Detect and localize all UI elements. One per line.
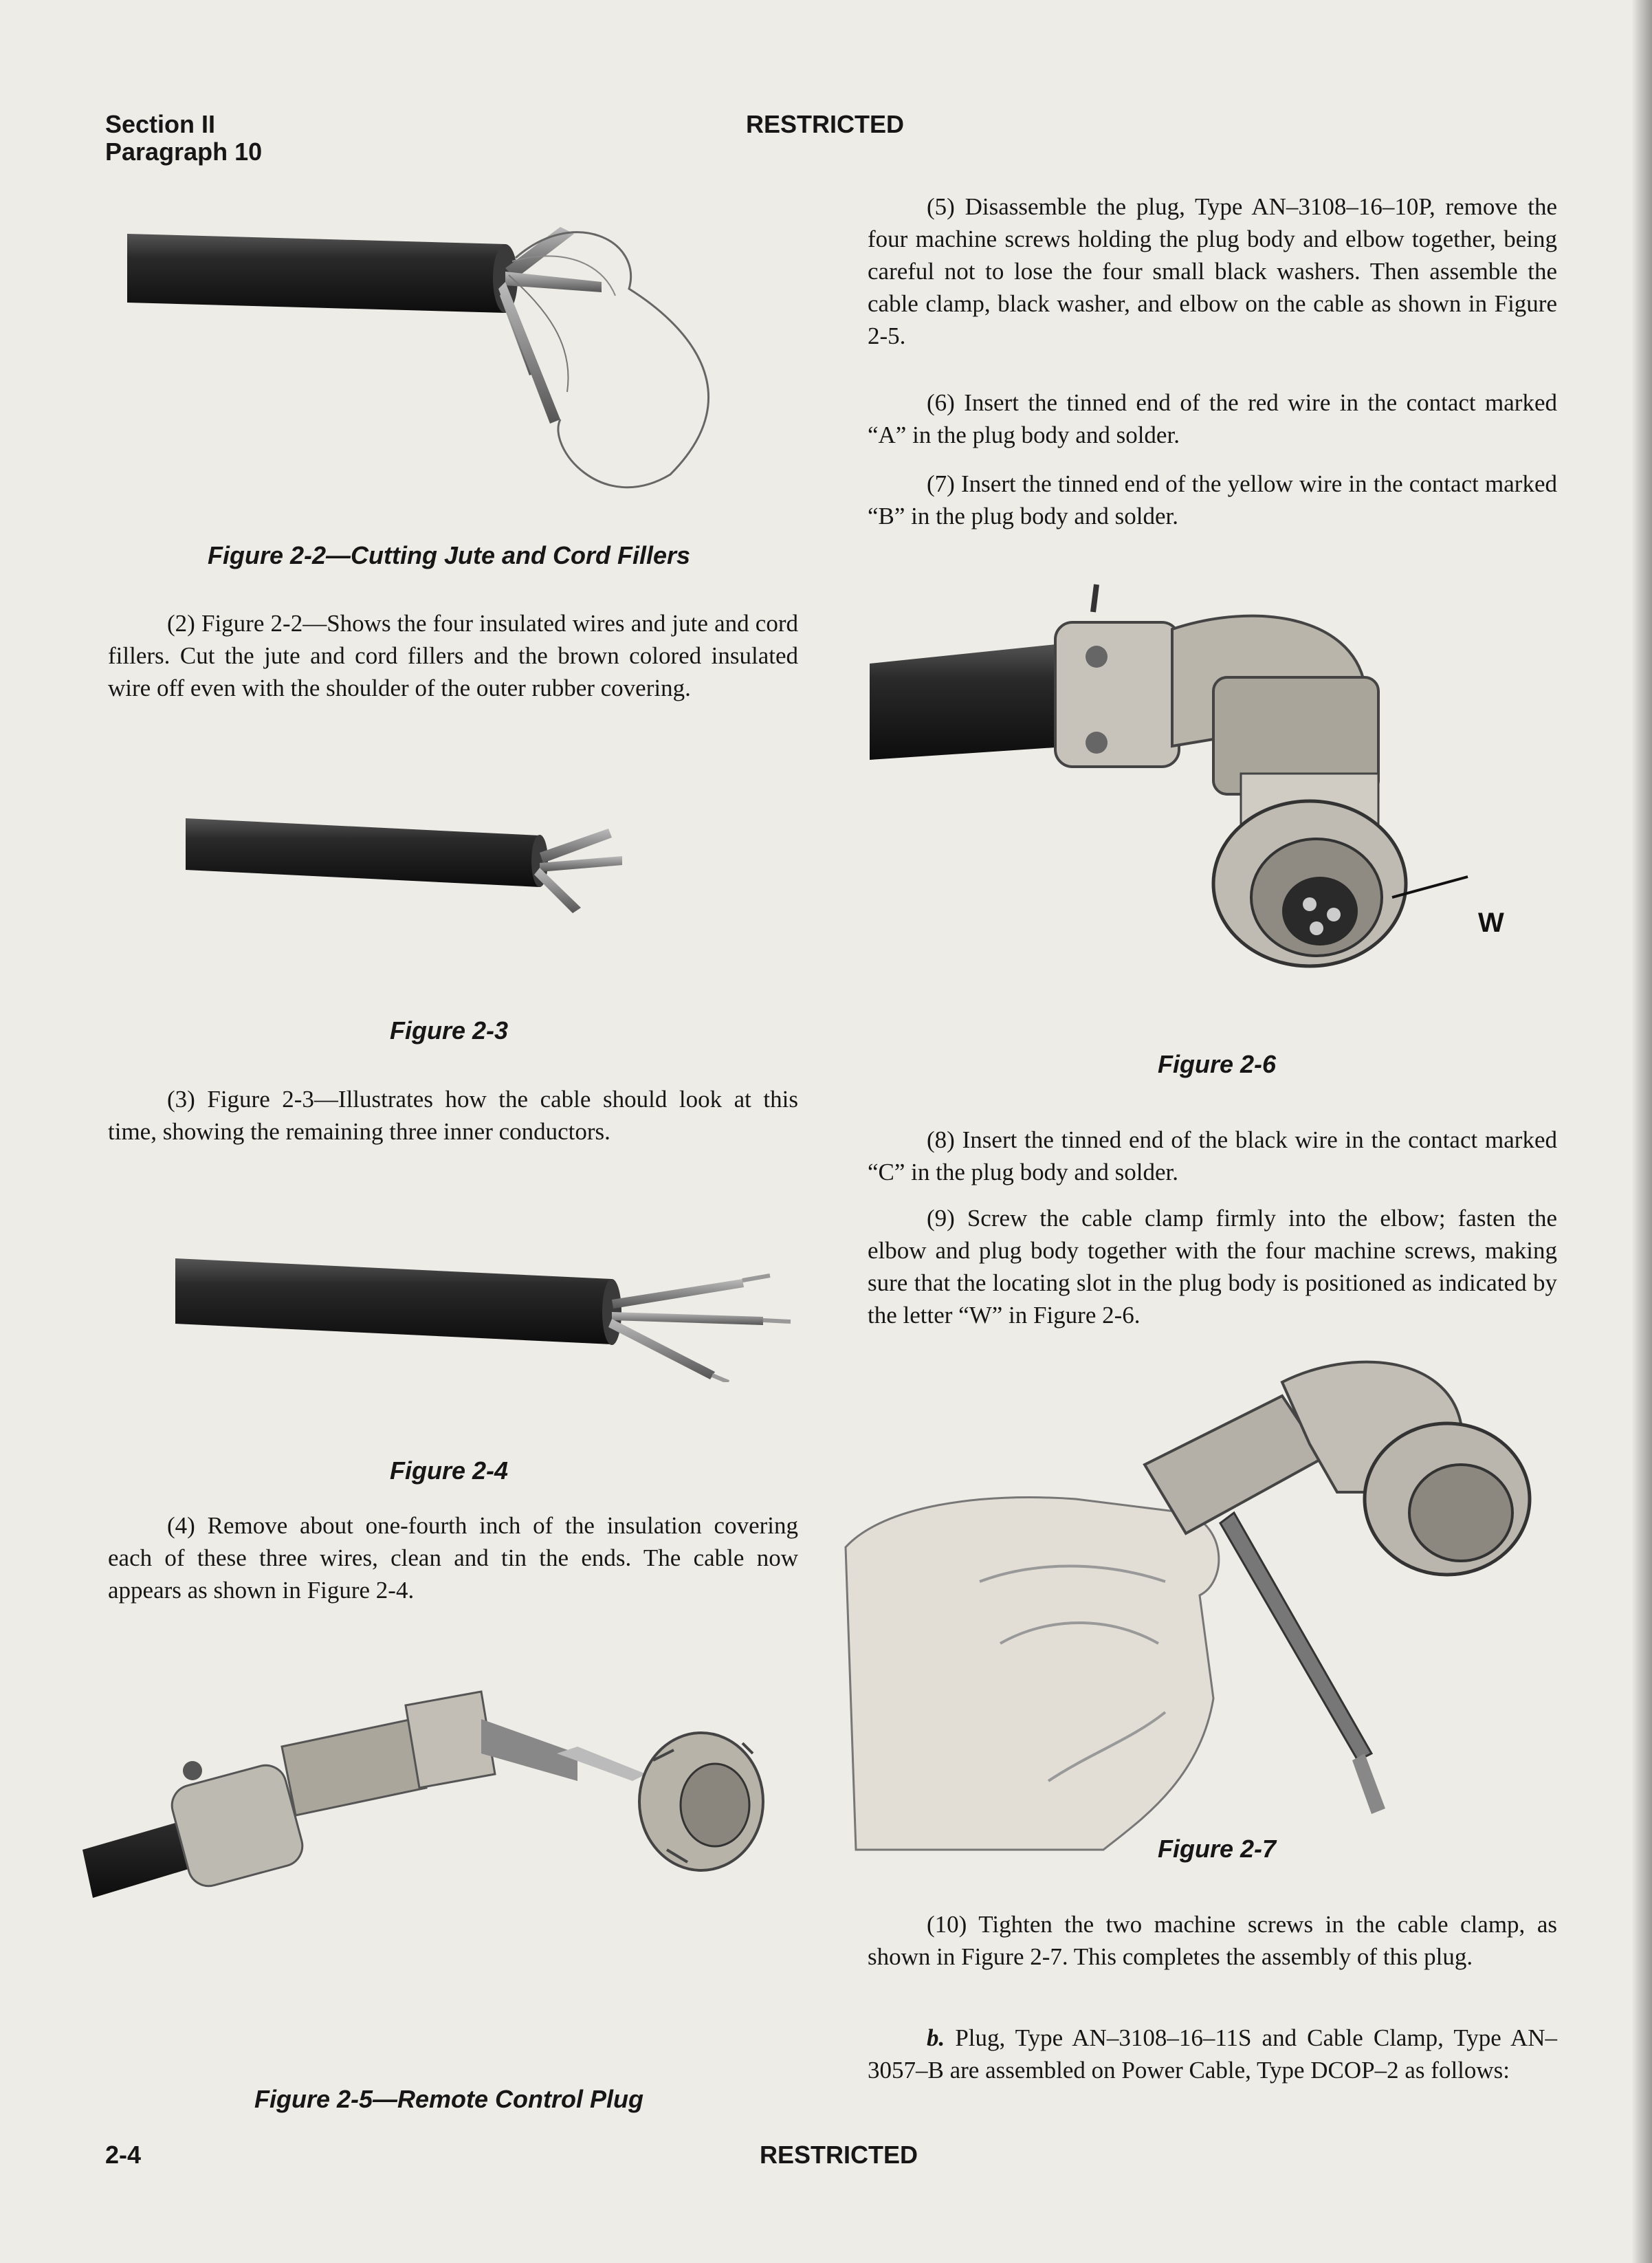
figure-2-4-caption: Figure 2-4 (389, 1456, 509, 1485)
left-paragraph-2: (2) Figure 2-2—Shows the four insulated wires and jute and cord fillers. Cut the jute and cord fillers and the brown colored insulated wire off even with the shoulder of the outer rubber covering. (108, 610, 798, 701)
figure-2-3-caption: Figure 2-3 (389, 1016, 509, 1045)
left-paragraph-3: (3) Figure 2-3—Illustrates how the cable should look at this time, showing the remaining three inner conductors. (108, 1086, 798, 1145)
right-paragraph-8: (8) Insert the tinned end of the black wire in the contact marked “C” in the plug body and solder. (868, 1126, 1557, 1185)
figure-2-5-image (82, 1678, 825, 1905)
figure-2-6-caption: Figure 2-6 (1157, 1050, 1277, 1078)
page-edge-shadow (1631, 0, 1652, 2263)
right-paragraph-10: (10) Tighten the two machine screws in the cable clamp, as shown in Figure 2-7. This completes the assembly of this plug. (868, 1911, 1557, 1970)
right-paragraph-b (868, 2022, 1557, 2086)
figure-2-5-caption: Figure 2-5—Remote Control Plug (254, 2085, 644, 2113)
right-paragraph-6: (6) Insert the tinned end of the red wire in the contact marked “A” in the plug body and solder. (868, 389, 1557, 448)
right-paragraph-7: (7) Insert the tinned end of the yellow wire in the contact marked “B” in the plug body and solder. (868, 470, 1557, 529)
section-label: Section II (105, 110, 216, 138)
right-paragraph-5: (5) Disassemble the plug, Type AN–3108–16–10P, remove the four machine screws holding the plug body and elbow together, being careful not to lose the four small black washers. Then assemble the cable clamp, black washer, and elbow on the cable as shown in Figure 2-5. (868, 193, 1557, 349)
security-marking-bottom: RESTRICTED (759, 2141, 918, 2169)
subparagraph-b-text: Plug, Type AN–3108–16–11S and Cable Clamp, Type AN–3057–B are assembled on Power Cable, Type DCOP–2 as follows: (868, 2024, 1557, 2084)
paragraph-label: Paragraph 10 (105, 138, 263, 166)
figure-2-3-image (182, 805, 650, 915)
security-marking-top: RESTRICTED (745, 110, 904, 138)
figure-2-6-w-label: W (1478, 908, 1504, 938)
left-paragraph-4: (4) Remove about one-fourth inch of the insulation covering each of these three wires, clean and tin the ends. The cable now appears as shown in Figure 2-4. (108, 1512, 798, 1604)
figure-2-4-image (172, 1238, 797, 1382)
figure-2-6-image (870, 574, 1564, 987)
page-number: 2-4 (105, 2141, 142, 2169)
figure-2-7-caption: Figure 2-7 (1157, 1835, 1277, 1863)
subparagraph-b-label: b. (927, 2024, 945, 2051)
figure-2-2-image (120, 186, 739, 516)
right-paragraph-9: (9) Screw the cable clamp firmly into the elbow; fasten the elbow and plug body together with the four machine screws, making sure that the locating slot in the plug body is positioned as indicated by the letter “W” in Figure 2-6. (868, 1205, 1557, 1329)
figure-2-7-image (842, 1355, 1571, 1891)
figure-2-2-caption: Figure 2-2—Cutting Jute and Cord Fillers (207, 541, 691, 569)
